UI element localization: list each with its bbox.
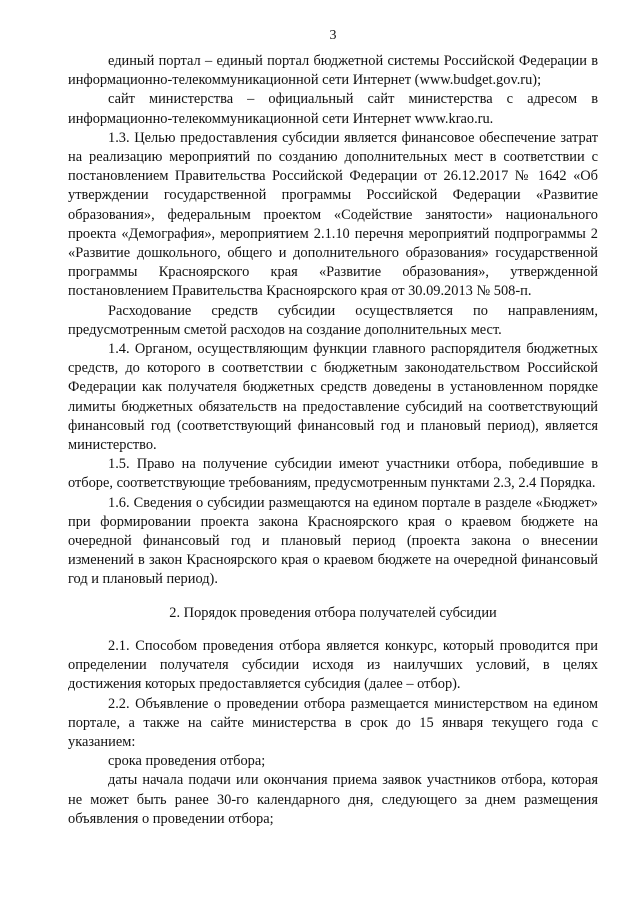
page-number: 3 (329, 28, 337, 43)
section-title: 2. Порядок проведения отбора получателей субсидии (169, 604, 497, 621)
paragraph-1-5: 1.5. Право на получение субсидии имеют участники отбора, победившие в отборе, соответствующие требованиям, предусмотренным пунктами 2.3, 2.4 Порядка. (68, 456, 598, 492)
paragraph-2-2: 2.2. Объявление о проведении отбора размещается министерством на едином портале, а также на сайте министерства в срок до 15 января текущего года с указанием: (68, 695, 598, 750)
paragraph-spending: Расходование средств субсидии осуществляется по направлениям, предусмотренным сметой расходов на создание дополнительных мест. (68, 302, 598, 338)
paragraph-term: срока проведения отбора; (108, 753, 266, 770)
paragraph-1-4: 1.4. Органом, осуществляющим функции главного распорядителя бюджетных средств, до которого в соответствии с бюджетным законодательством Российской Федерации как получателя бюджетных средств доведены в установленном порядке лимиты бюджетных обязательств на предоставление субсидий на соответствующий финансовый год (соответствующий финансовый год и плановый период), является министерство. (68, 341, 598, 454)
paragraph-1-3: 1.3. Целью предоставления субсидии является финансовое обеспечение затрат на реализацию мероприятий по созданию дополнительных мест в соответствии с постановлением Правительства Российской Федерации от 26.12.2017 № 1642 «Об утверждении государственной программы Российской Федерации «Развитие образования», федеральным проектом «Содействие занятости» национального проекта «Демография», мероприятием 2.1.10 перечня мероприятий подпрограммы 2 «Развитие дошкольного, общего и дополнительного образования» государственной программы Красноярского края «Развитие образования», утвержденной постановлением Правительства Красноярского края от 30.09.2013 № 508-п. (68, 129, 598, 300)
paragraph-1-6: 1.6. Сведения о субсидии размещаются на едином портале в разделе «Бюджет» при формировании проекта закона Красноярского края о краевом бюджете на очередной финансовый год и плановый период (проекта закона о внесении изменений в закон Красноярского края о краевом бюджете на очередной финансовый год и плановый период). (68, 494, 598, 588)
paragraph-definition-portal: единый портал – единый портал бюджетной системы Российской Федерации в информационно-телекоммуникационной сети Интернет (www.budget.gov.ru); (68, 53, 598, 89)
paragraph-dates: даты начала подачи или окончания приема заявок участников отбора, которая не может быть ранее 30-го календарного дня, следующего за днем размещения объявления о проведении отбора; (68, 772, 598, 827)
paragraph-definition-site: сайт министерства – официальный сайт министерства с адресом в информационно-телекоммуникационной сети Интернет www.krao.ru. (68, 91, 598, 127)
paragraph-2-1: 2.1. Способом проведения отбора является конкурс, который проводится при определении получателя субсидии исходя из наилучших условий, в целях достижения которых предоставляется субсидия (далее – отбор). (68, 637, 598, 693)
